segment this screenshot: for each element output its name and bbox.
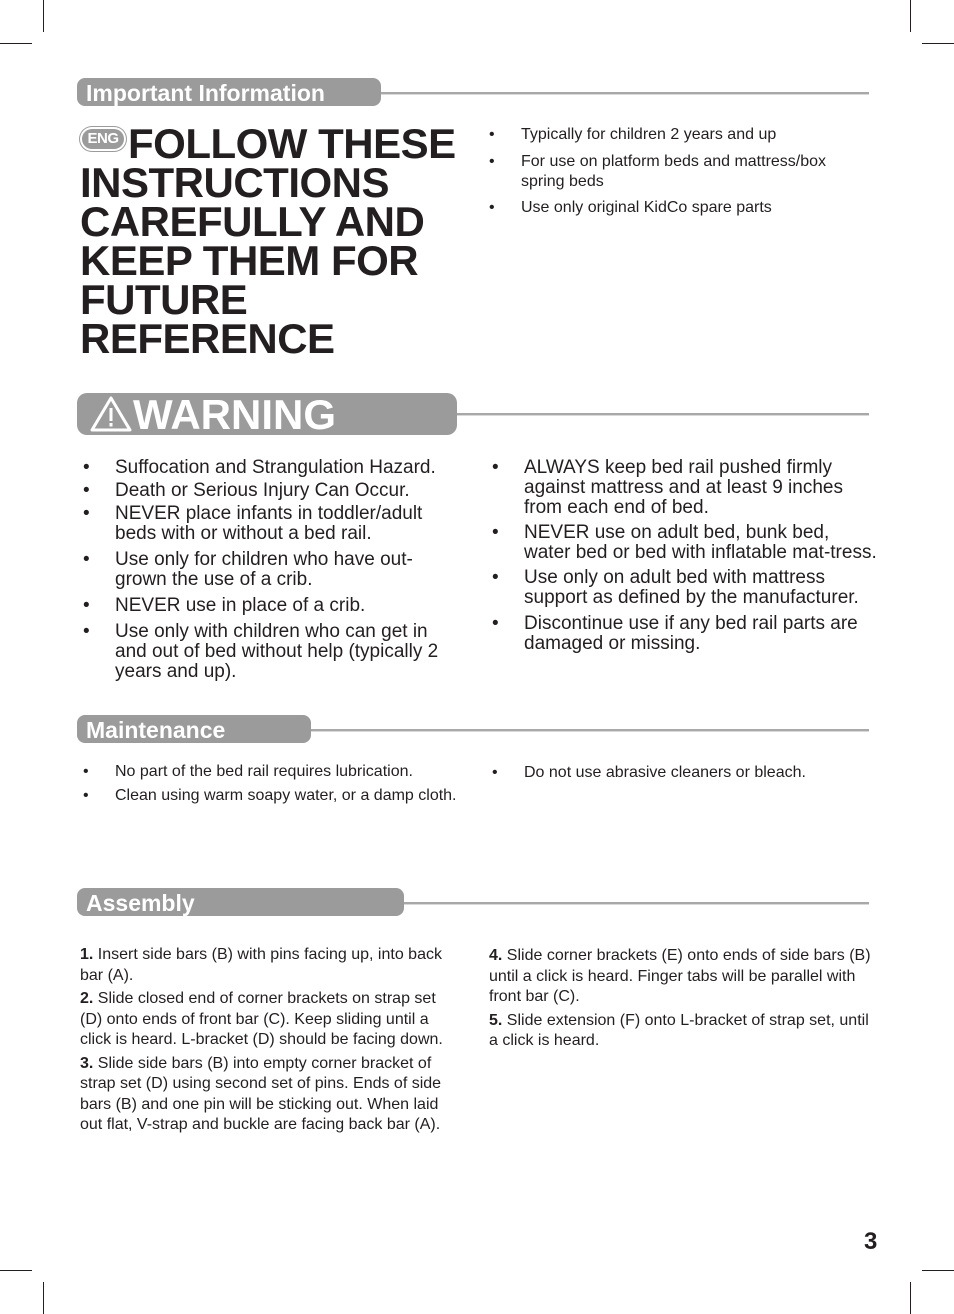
crop-mark <box>0 1270 32 1271</box>
page-number: 3 <box>864 1228 878 1255</box>
list-item: • Death or Serious Injury Can Occur. <box>80 481 462 501</box>
step-number: 3. <box>80 1054 94 1072</box>
crop-mark <box>43 0 44 32</box>
assembly-step: 5. Slide extension (F) onto L-bracket of strap set, until a click is heard. <box>489 1011 869 1049</box>
warning-title: WARNING <box>133 391 336 438</box>
section-rule <box>311 729 869 732</box>
assembly-step: 2. Slide closed end of corner brackets on strap set (D) onto ends of front bar (C). Keep sliding until a click is heard. L-bracket (D) should be facing down. <box>80 990 443 1048</box>
crop-mark <box>910 1282 911 1314</box>
section-rule <box>381 92 869 95</box>
list-item: • NEVER use on adult bed, bunk bed, water bed or bed with inflatable mat-tress. <box>489 523 877 563</box>
list-item: • Clean using warm soapy water, or a damp cloth. <box>80 785 460 806</box>
assembly-steps-left <box>80 945 455 1139</box>
list-item: • NEVER use in place of a crib. <box>80 596 462 616</box>
list-item: • Do not use abrasive cleaners or bleach. <box>489 763 869 783</box>
section-rule <box>404 902 869 905</box>
step-number: 1. <box>80 946 94 963</box>
assembly-header <box>77 888 869 916</box>
title-text: FOLLOW THESE INSTRUCTIONS CAREFULLY AND KEEP THEM FOR FUTURE REFERENCE <box>80 120 456 362</box>
list-item: • Typically for children 2 years and up <box>486 125 866 145</box>
important-info-header <box>77 78 869 106</box>
assembly-step: 1. Insert side bars (B) with pins facing up, into back bar (A). <box>80 946 442 984</box>
list-item: • Suffocation and Strangulation Hazard. <box>80 458 462 478</box>
list-item: • No part of the bed rail requires lubrication. <box>80 762 460 782</box>
warning-triangle-icon <box>90 396 132 432</box>
crop-mark <box>43 1282 44 1314</box>
crop-mark <box>910 0 911 32</box>
crop-mark <box>0 43 32 44</box>
maintenance-list-right <box>489 763 869 783</box>
step-number: 2. <box>80 990 94 1007</box>
warning-title-pill <box>77 391 457 438</box>
section-title: Maintenance <box>77 715 311 743</box>
list-item: • ALWAYS keep bed rail pushed firmly against mattress and at least 9 inches from each end of bed. <box>489 458 877 518</box>
assembly-step: 3. Slide side bars (B) into empty corner bracket of strap set (D) using second set of pins. Ends of side bars (B) and one pin will be sticking out. When laid out flat, V-strap and buckle are facing back bar (A). <box>80 1054 442 1133</box>
crop-mark <box>922 1270 954 1271</box>
crop-mark <box>922 43 954 44</box>
list-item: • Use only on adult bed with mattress support as defined by the manufacturer. <box>489 568 877 608</box>
list-item: • Use only for children who have out-grown the use of a crib. <box>80 550 462 590</box>
important-info-list <box>486 125 866 218</box>
maintenance-header <box>77 715 869 743</box>
assembly-steps-right <box>489 946 871 1055</box>
section-title: Important Information <box>77 78 381 106</box>
section-rule <box>457 413 869 416</box>
list-item: • NEVER place infants in toddler/adult beds with or without a bed rail. <box>80 504 462 544</box>
step-number: 5. <box>489 1011 503 1029</box>
language-badge: ENG <box>80 127 126 151</box>
warning-list-left <box>80 458 462 682</box>
assembly-step: 4. Slide corner brackets (E) onto ends of side bars (B) until a click is heard. Finger tabs will be parallel with front bar (C). <box>489 947 871 1005</box>
section-title: Assembly <box>77 888 404 916</box>
list-item: • Discontinue use if any bed rail parts are damaged or missing. <box>489 614 877 654</box>
list-item: • Use only original KidCo spare parts <box>486 198 866 218</box>
page-title <box>80 120 470 362</box>
step-number: 4. <box>489 947 503 964</box>
warning-list-right <box>489 458 877 654</box>
warning-header <box>77 391 869 438</box>
list-item: • Use only with children who can get in and out of bed without help (typically 2 years and up). <box>80 622 462 682</box>
maintenance-list-left <box>80 762 460 806</box>
list-item: • For use on platform beds and mattress/box spring beds <box>486 152 866 192</box>
